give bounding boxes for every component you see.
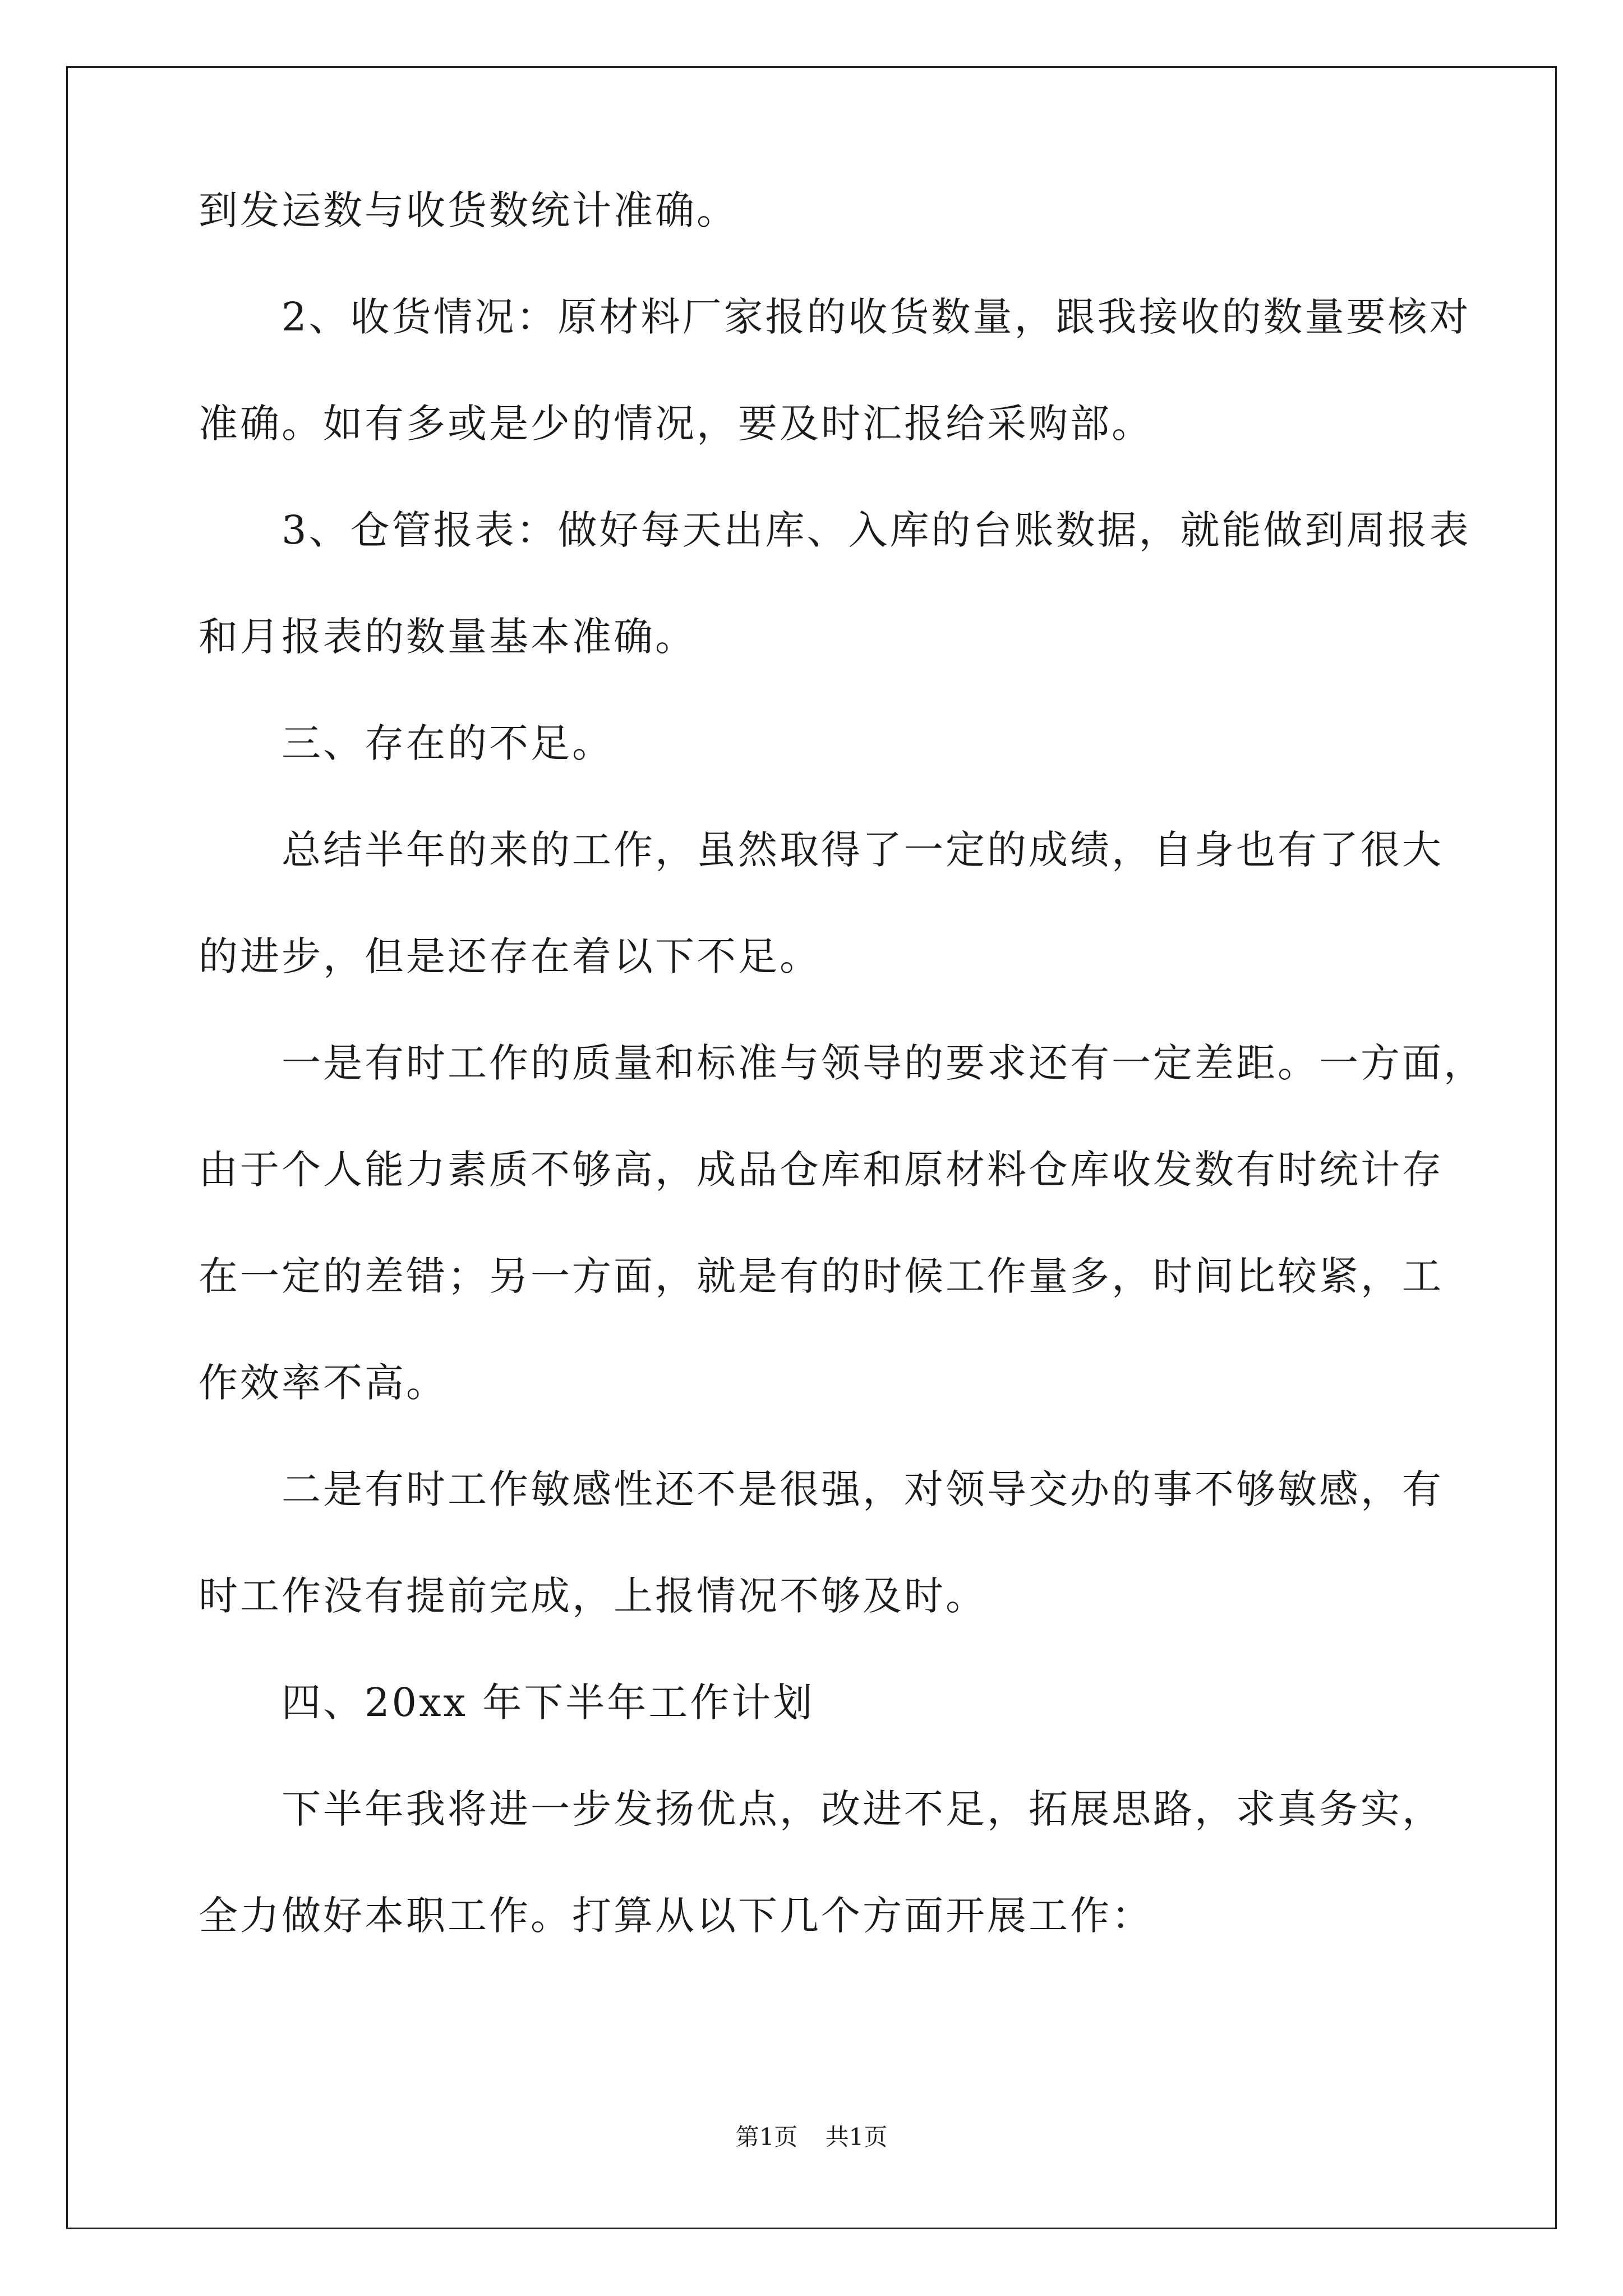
page-number: 第1页 — [735, 2123, 798, 2151]
text-line: 3、仓管报表：做好每天出库、入库的台账数据，就能做到周报表 — [282, 507, 1471, 553]
text-line: 和月报表的数量基本准确。 — [199, 614, 697, 660]
text-line: 总结半年的来的工作，虽然取得了一定的成绩，自身也有了很大 — [282, 827, 1444, 873]
text-line: 一是有时工作的质量和标准与领导的要求还有一定差距。一方面， — [282, 1040, 1485, 1086]
text-line: 到发运数与收货数统计准确。 — [199, 187, 738, 233]
page-total: 共1页 — [825, 2123, 888, 2151]
text-line: 作效率不高。 — [199, 1360, 448, 1406]
section-heading: 三、存在的不足。 — [282, 720, 614, 766]
text-line: 的进步，但是还存在着以下不足。 — [199, 933, 821, 979]
text-line: 在一定的差错；另一方面，就是有的时候工作量多，时间比较紧，工 — [199, 1253, 1444, 1299]
text-line: 全力做好本职工作。打算从以下几个方面开展工作： — [199, 1893, 1153, 1939]
text-line: 2、收货情况：原材料厂家报的收货数量，跟我接收的数量要核对 — [282, 294, 1471, 340]
text-line: 由于个人能力素质不够高，成品仓库和原材料仓库收发数有时统计存 — [199, 1147, 1444, 1193]
text-line: 下半年我将进一步发扬优点，改进不足，拓展思路，求真务实， — [282, 1786, 1444, 1832]
text-line: 准确。如有多或是少的情况，要及时汇报给采购部。 — [199, 401, 1153, 447]
section-heading: 四、20xx 年下半年工作计划 — [282, 1680, 815, 1726]
text-line: 二是有时工作敏感性还不是很强，对领导交办的事不够敏感，有 — [282, 1466, 1444, 1512]
page-footer — [0, 2125, 1623, 2149]
text-line: 时工作没有提前完成，上报情况不够及时。 — [199, 1573, 987, 1619]
